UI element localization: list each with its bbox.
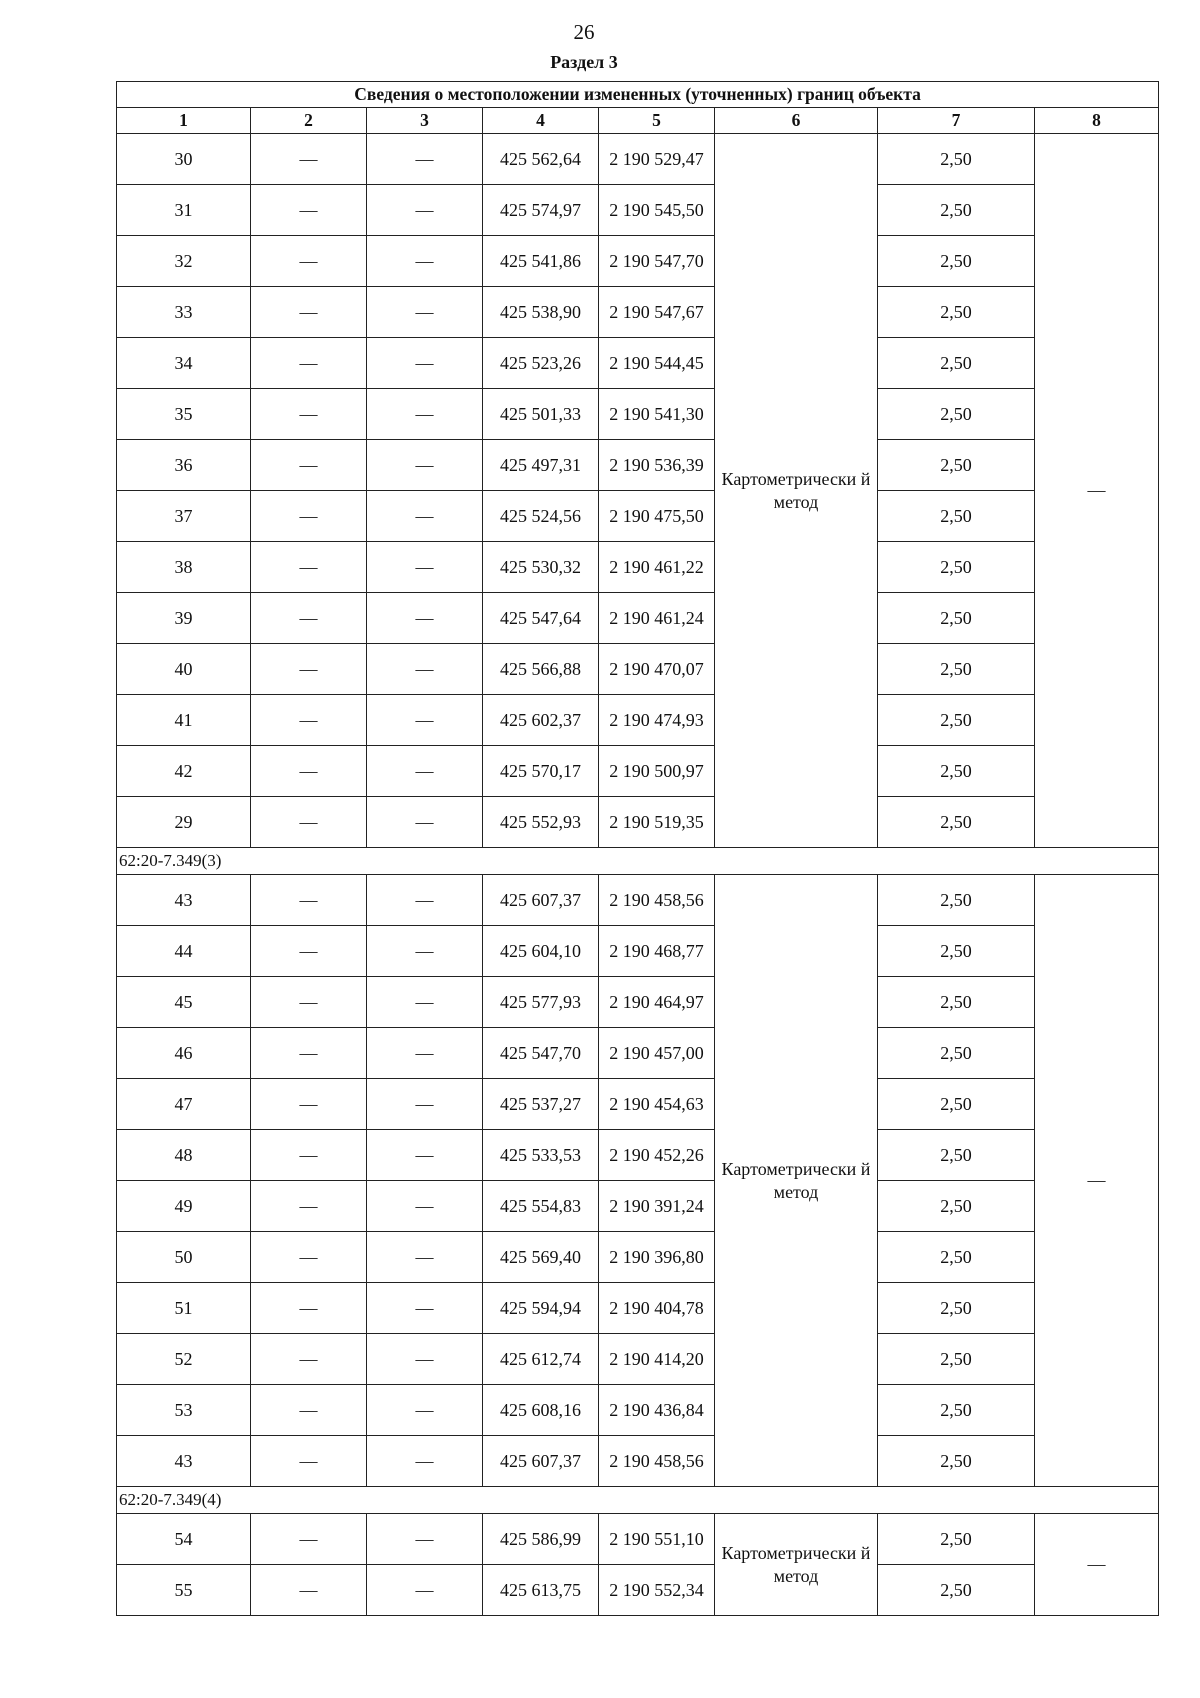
coordinate-y: 2 190 457,00 [599,1028,715,1079]
coordinate-y: 2 190 452,26 [599,1130,715,1181]
coordinate-y: 2 190 552,34 [599,1565,715,1616]
accuracy-value: 2,50 [878,491,1035,542]
coordinate-x: 425 574,97 [483,185,599,236]
coordinate-y: 2 190 470,07 [599,644,715,695]
dash-cell: — [367,1514,483,1565]
dash-cell: — [367,491,483,542]
dash-cell: — [251,1565,367,1616]
point-number: 51 [117,1283,251,1334]
accuracy-value: 2,50 [878,695,1035,746]
accuracy-value: 2,50 [878,593,1035,644]
table-row [117,134,1159,185]
accuracy-value: 2,50 [878,1385,1035,1436]
column-number: 5 [599,108,715,134]
coordinate-y: 2 190 396,80 [599,1232,715,1283]
method-cell: Картометрически й метод [715,875,878,1487]
table-caption: Сведения о местоположении измененных (уточненных) границ объекта [117,82,1159,108]
accuracy-value: 2,50 [878,389,1035,440]
dash-cell: — [367,1565,483,1616]
dash-cell: — [251,440,367,491]
coordinate-y: 2 190 464,97 [599,977,715,1028]
dash-cell: — [367,593,483,644]
table-row [117,1232,1159,1283]
table-row [117,746,1159,797]
dash-cell: — [367,1181,483,1232]
coordinate-y: 2 190 541,30 [599,389,715,440]
group-label-row [117,848,1159,875]
dash-cell: — [251,491,367,542]
dash-cell: — [367,746,483,797]
table-row [117,695,1159,746]
coordinate-x: 425 570,17 [483,746,599,797]
dash-cell: — [251,1130,367,1181]
dash-cell: — [367,440,483,491]
point-number: 41 [117,695,251,746]
accuracy-value: 2,50 [878,1181,1035,1232]
group-label: 62:20-7.349(4) [117,1487,1159,1514]
table-row [117,236,1159,287]
dash-cell: — [367,338,483,389]
dash-cell: — [251,977,367,1028]
table-row [117,644,1159,695]
point-number: 43 [117,875,251,926]
column-8-cell: — [1035,1514,1159,1616]
coordinate-x: 425 586,99 [483,1514,599,1565]
coordinate-x: 425 607,37 [483,875,599,926]
coordinate-x: 425 501,33 [483,389,599,440]
point-number: 31 [117,185,251,236]
point-number: 50 [117,1232,251,1283]
accuracy-value: 2,50 [878,1130,1035,1181]
dash-cell: — [367,1436,483,1487]
dash-cell: — [251,185,367,236]
coordinate-x: 425 533,53 [483,1130,599,1181]
table-row [117,542,1159,593]
point-number: 35 [117,389,251,440]
dash-cell: — [367,287,483,338]
point-number: 34 [117,338,251,389]
dash-cell: — [251,1181,367,1232]
coordinate-y: 2 190 544,45 [599,338,715,389]
point-number: 46 [117,1028,251,1079]
coordinate-y: 2 190 461,22 [599,542,715,593]
dash-cell: — [367,1283,483,1334]
group-label-row [117,1487,1159,1514]
table-row [117,1028,1159,1079]
coordinate-x: 425 524,56 [483,491,599,542]
table-row [117,1181,1159,1232]
accuracy-value: 2,50 [878,134,1035,185]
table-row [117,1334,1159,1385]
coordinate-y: 2 190 500,97 [599,746,715,797]
coordinate-x: 425 538,90 [483,287,599,338]
table-row [117,389,1159,440]
accuracy-value: 2,50 [878,440,1035,491]
coordinate-y: 2 190 414,20 [599,1334,715,1385]
point-number: 30 [117,134,251,185]
dash-cell: — [367,542,483,593]
accuracy-value: 2,50 [878,1283,1035,1334]
coordinate-x: 425 554,83 [483,1181,599,1232]
table-row [117,287,1159,338]
accuracy-value: 2,50 [878,1436,1035,1487]
column-number: 8 [1035,108,1159,134]
coordinate-y: 2 190 436,84 [599,1385,715,1436]
table-row [117,797,1159,848]
coordinate-x: 425 577,93 [483,977,599,1028]
table-row [117,1283,1159,1334]
group-label: 62:20-7.349(3) [117,848,1159,875]
table-row [117,440,1159,491]
coordinate-x: 425 604,10 [483,926,599,977]
point-number: 36 [117,440,251,491]
accuracy-value: 2,50 [878,287,1035,338]
point-number: 55 [117,1565,251,1616]
coordinate-y: 2 190 545,50 [599,185,715,236]
coordinate-x: 425 608,16 [483,1385,599,1436]
dash-cell: — [251,1334,367,1385]
point-number: 54 [117,1514,251,1565]
accuracy-value: 2,50 [878,1514,1035,1565]
dash-cell: — [251,644,367,695]
method-cell: Картометрически й метод [715,1514,878,1616]
dash-cell: — [367,977,483,1028]
accuracy-value: 2,50 [878,1028,1035,1079]
dash-cell: — [367,695,483,746]
point-number: 37 [117,491,251,542]
dash-cell: — [251,236,367,287]
dash-cell: — [251,389,367,440]
point-number: 49 [117,1181,251,1232]
dash-cell: — [251,287,367,338]
coordinate-y: 2 190 468,77 [599,926,715,977]
dash-cell: — [251,1079,367,1130]
point-number: 40 [117,644,251,695]
coordinate-x: 425 552,93 [483,797,599,848]
coordinate-x: 425 547,64 [483,593,599,644]
coordinate-y: 2 190 474,93 [599,695,715,746]
accuracy-value: 2,50 [878,644,1035,695]
coordinate-y: 2 190 551,10 [599,1514,715,1565]
accuracy-value: 2,50 [878,1079,1035,1130]
accuracy-value: 2,50 [878,185,1035,236]
coordinate-x: 425 537,27 [483,1079,599,1130]
column-number: 4 [483,108,599,134]
point-number: 32 [117,236,251,287]
coordinate-y: 2 190 519,35 [599,797,715,848]
coordinate-y: 2 190 391,24 [599,1181,715,1232]
coordinate-x: 425 523,26 [483,338,599,389]
coordinate-y: 2 190 404,78 [599,1283,715,1334]
table-row [117,491,1159,542]
table-row [117,593,1159,644]
coordinate-y: 2 190 461,24 [599,593,715,644]
dash-cell: — [251,1028,367,1079]
point-number: 33 [117,287,251,338]
accuracy-value: 2,50 [878,236,1035,287]
point-number: 38 [117,542,251,593]
column-number: 3 [367,108,483,134]
coordinate-x: 425 547,70 [483,1028,599,1079]
dash-cell: — [367,1385,483,1436]
accuracy-value: 2,50 [878,875,1035,926]
dash-cell: — [251,746,367,797]
coordinate-x: 425 562,64 [483,134,599,185]
dash-cell: — [367,134,483,185]
table-row [117,1385,1159,1436]
table-row [117,926,1159,977]
accuracy-value: 2,50 [878,1232,1035,1283]
dash-cell: — [251,1232,367,1283]
column-number: 2 [251,108,367,134]
point-number: 47 [117,1079,251,1130]
coordinate-x: 425 530,32 [483,542,599,593]
table-row [117,185,1159,236]
dash-cell: — [251,338,367,389]
coordinate-x: 425 607,37 [483,1436,599,1487]
coordinate-y: 2 190 547,70 [599,236,715,287]
accuracy-value: 2,50 [878,926,1035,977]
column-number: 7 [878,108,1035,134]
coordinate-x: 425 612,74 [483,1334,599,1385]
coordinate-x: 425 566,88 [483,644,599,695]
table-row [117,1514,1159,1565]
coordinate-x: 425 497,31 [483,440,599,491]
dash-cell: — [367,644,483,695]
coordinate-y: 2 190 454,63 [599,1079,715,1130]
accuracy-value: 2,50 [878,338,1035,389]
table-row [117,1079,1159,1130]
dash-cell: — [251,1283,367,1334]
dash-cell: — [367,797,483,848]
table-row [117,1565,1159,1616]
dash-cell: — [251,875,367,926]
dash-cell: — [251,797,367,848]
accuracy-value: 2,50 [878,1565,1035,1616]
coordinate-x: 425 594,94 [483,1283,599,1334]
dash-cell: — [367,1334,483,1385]
dash-cell: — [251,695,367,746]
column-number-row [117,108,1159,134]
accuracy-value: 2,50 [878,977,1035,1028]
accuracy-value: 2,50 [878,746,1035,797]
dash-cell: — [367,185,483,236]
point-number: 53 [117,1385,251,1436]
accuracy-value: 2,50 [878,1334,1035,1385]
column-8-cell: — [1035,134,1159,848]
column-number: 1 [117,108,251,134]
table-row [117,338,1159,389]
dash-cell: — [251,542,367,593]
coordinate-x: 425 569,40 [483,1232,599,1283]
point-number: 43 [117,1436,251,1487]
table-row [117,875,1159,926]
coordinate-y: 2 190 475,50 [599,491,715,542]
dash-cell: — [251,1514,367,1565]
coordinate-y: 2 190 458,56 [599,1436,715,1487]
accuracy-value: 2,50 [878,797,1035,848]
table-row [117,977,1159,1028]
column-number: 6 [715,108,878,134]
dash-cell: — [251,134,367,185]
point-number: 48 [117,1130,251,1181]
dash-cell: — [251,593,367,644]
coordinates-table [116,81,1159,1616]
table-row [117,1436,1159,1487]
dash-cell: — [251,1436,367,1487]
point-number: 29 [117,797,251,848]
dash-cell: — [367,236,483,287]
coordinate-x: 425 541,86 [483,236,599,287]
accuracy-value: 2,50 [878,542,1035,593]
coordinate-y: 2 190 536,39 [599,440,715,491]
dash-cell: — [367,875,483,926]
page-number: 26 [573,20,595,44]
dash-cell: — [251,926,367,977]
dash-cell: — [251,1385,367,1436]
coordinate-x: 425 613,75 [483,1565,599,1616]
point-number: 52 [117,1334,251,1385]
point-number: 45 [117,977,251,1028]
dash-cell: — [367,1130,483,1181]
coordinate-x: 425 602,37 [483,695,599,746]
coordinate-y: 2 190 529,47 [599,134,715,185]
point-number: 44 [117,926,251,977]
section-title: Раздел 3 [550,52,618,72]
table-body [117,134,1159,1616]
dash-cell: — [367,1028,483,1079]
point-number: 42 [117,746,251,797]
dash-cell: — [367,1232,483,1283]
point-number: 39 [117,593,251,644]
coordinate-y: 2 190 458,56 [599,875,715,926]
dash-cell: — [367,926,483,977]
table-row [117,1130,1159,1181]
coordinate-y: 2 190 547,67 [599,287,715,338]
dash-cell: — [367,1079,483,1130]
method-cell: Картометрически й метод [715,134,878,848]
column-8-cell: — [1035,875,1159,1487]
dash-cell: — [367,389,483,440]
